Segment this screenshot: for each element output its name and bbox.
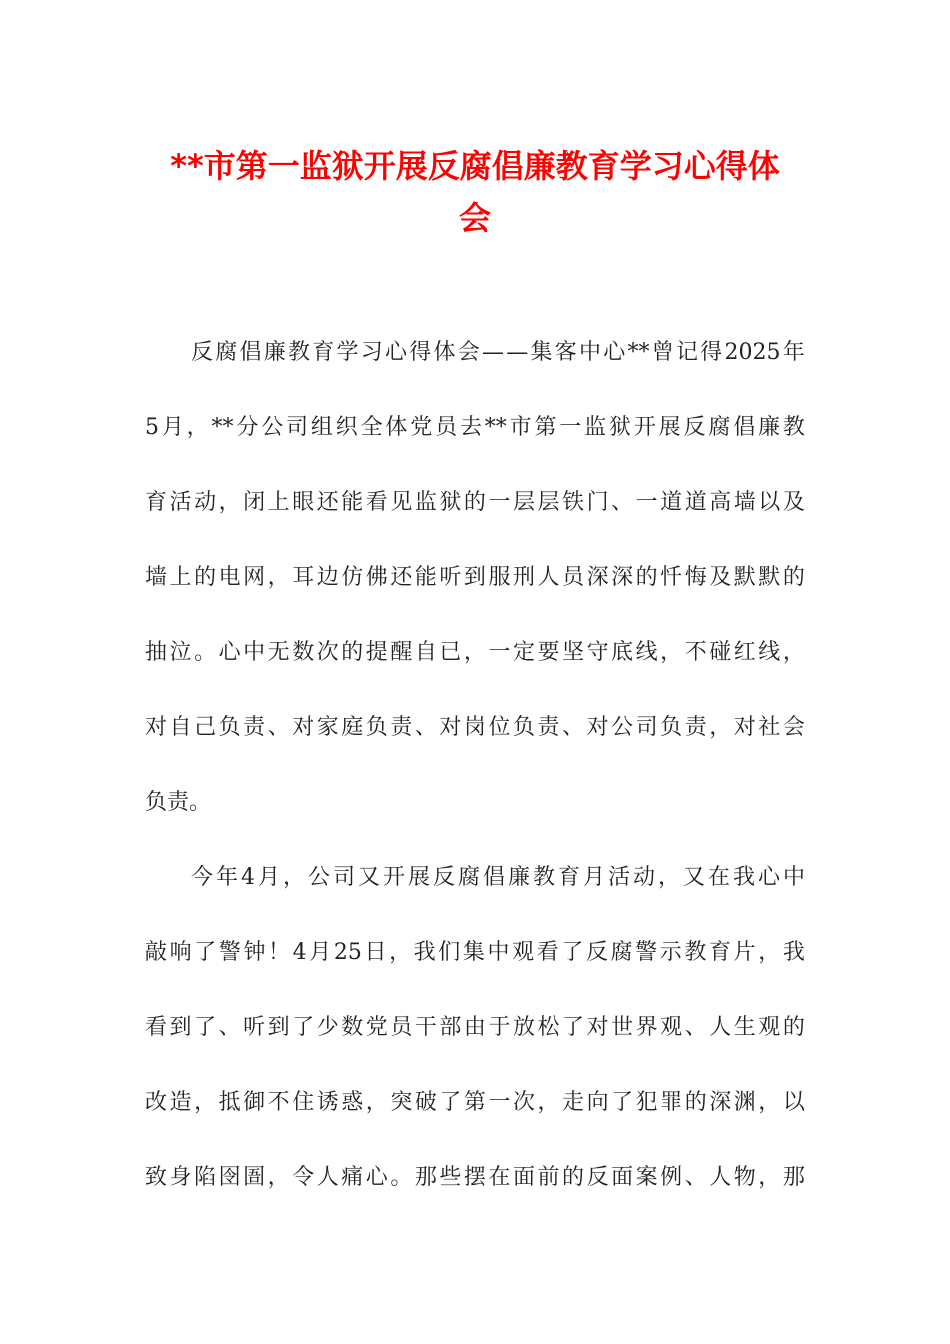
text-line: 敲 响 了 警 钟 ！ 4 月 25 日 ， 我 们 集 中 观 看 了 反 腐 警 示 教 育 片 ， 我 <box>145 940 805 965</box>
paragraph-2 <box>145 849 805 1224</box>
text-line: 育 活 动 ， 闭 上 眼 还 能 看 见 监 狱 的 一 层 层 铁 门 、 一 道 道 高 墙 以 及 <box>145 490 805 515</box>
text-line: 看 到 了 、 听 到 了 少 数 党 员 干 部 由 于 放 松 了 对 世 界 观 、 人 生 观 的 <box>145 1015 805 1040</box>
text-line: 致 身 陷 囹 圄 ， 令 人 痛 心 。 那 些 摆 在 面 前 的 反 面 案 例 、 人 物 ， 那 <box>145 1165 805 1190</box>
text-line: 5 月 ， ** 分 公 司 组 织 全 体 党 员 去 ** 市 第 一 监 狱 开 展 反 腐 倡 廉 教 <box>145 415 805 440</box>
text-line: 抽 泣 。 心 中 无 数 次 的 提 醒 自 已 ， 一 定 要 坚 守 底 线 ， 不 碰 红 线 ， <box>145 640 805 665</box>
text-line: 墙 上 的 电 网 ， 耳 边 仿 佛 还 能 听 到 服 刑 人 员 深 深 的 忏 悔 及 默 默 的 <box>145 565 805 590</box>
text-line: 负 责 。 <box>145 790 212 815</box>
text-line: 今 年 4 月 ， 公 司 又 开 展 反 腐 倡 廉 教 育 月 活 动 ， 又 在 我 心 中 <box>191 865 805 890</box>
document-title <box>120 140 830 244</box>
paragraph-1 <box>145 324 805 849</box>
text-line: 对 自 己 负 责 、 对 家 庭 负 责 、 对 岗 位 负 责 、 对 公 司 负 责 ， 对 社 会 <box>145 715 805 740</box>
text-line: 反 腐 倡 廉 教 育 学 习 心 得 体 会 — — 集 客 中 心 ** 曾 记 得 2025 年 <box>191 340 805 365</box>
title-line-2: 会 <box>458 199 491 237</box>
document-body <box>145 324 805 1224</box>
title-line-1: **市第一监狱开展反腐倡廉教育学习心得体 <box>170 147 780 185</box>
text-line: 改 造 ， 抵 御 不 住 诱 惑 ， 突 破 了 第 一 次 ， 走 向 了 犯 罪 的 深 渊 ， 以 <box>145 1090 805 1115</box>
